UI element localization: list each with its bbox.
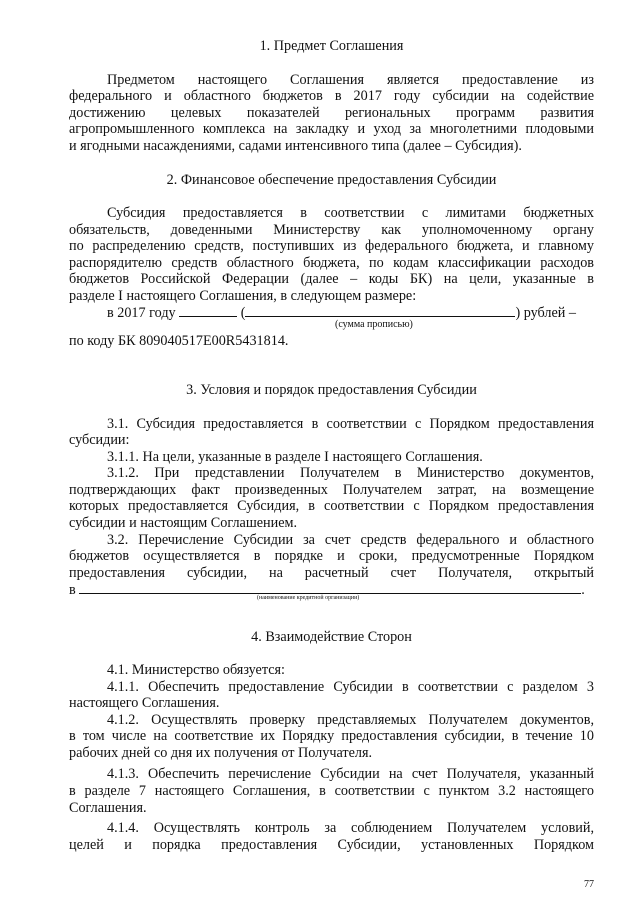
section-3-line: 3.1.1. На цели, указанные в разделе I настоящего Соглашения.: [107, 449, 483, 465]
section-3-line: субсидии и настоящим Соглашением.: [69, 515, 298, 531]
section-1-line: агропромышленного комплекса на закладку и уход за многолетними плодовыми: [69, 121, 594, 137]
section-1-heading: 1. Предмет Соглашения: [259, 38, 404, 54]
section-2-line: бюджетов Российской Федерации (далее – коды БК) на цели, указанные в: [69, 271, 594, 287]
section-2-line: по распределению средств, поступивших из федерального бюджета, и главному: [69, 238, 594, 254]
section-4-line: 4.1. Министерство обязуется:: [107, 662, 285, 678]
section-4-line: 4.1.1. Обеспечить предоставление Субсидии в соответствии с разделом 3: [107, 679, 594, 695]
kbk-line: по коду БК 809040517E00R5431814.: [69, 333, 289, 349]
section-2-line: разделе I настоящего Соглашения, в следующем размере:: [69, 288, 417, 304]
section-3-line: 3.1.2. При представлении Получателем в Министерство документов,: [107, 465, 594, 481]
section-3-line: субсидии:: [69, 432, 130, 448]
amount-suffix: ) рублей –: [515, 305, 577, 321]
section-4-heading: 4. Взаимодействие Сторон: [251, 629, 412, 645]
bank-name-blank: [79, 581, 581, 594]
amount-prefix: в 2017 году: [107, 305, 176, 321]
bank-prefix: в: [69, 582, 76, 598]
section-4-line: Соглашения.: [69, 800, 147, 816]
section-3-line: которых предоставляется Субсидия, в соответствии с Порядком предоставления: [69, 498, 594, 514]
amount-caption: (сумма прописью): [335, 319, 413, 330]
section-4-line: целей и порядка предоставления Субсидии, установленных Порядком: [69, 837, 594, 853]
section-4-line: настоящего Соглашения.: [69, 695, 220, 711]
section-2-line: Субсидия предоставляется в соответствии с лимитами бюджетных: [107, 205, 594, 221]
bank-suffix: .: [581, 582, 585, 598]
section-1-line: Предметом настоящего Соглашения является предоставление из: [107, 72, 594, 88]
bank-caption: (наименование кредитной организации): [257, 595, 360, 601]
section-4-line: 4.1.2. Осуществлять проверку представляемых Получателем документов,: [107, 712, 594, 728]
section-1-line: достижению целевых показателей региональных программ развития: [69, 105, 594, 121]
section-3-line: предоставления субсидии, на расчетный счет Получателя, открытый: [69, 565, 594, 581]
section-3-line: бюджетов осуществляется в порядке и сроки, предусмотренные Порядком: [69, 548, 594, 564]
section-4-line: в разделе 7 настоящего Соглашения, в соответствии с пунктом 3.2 настоящего: [69, 783, 594, 799]
section-4-line: 4.1.4. Осуществлять контроль за соблюдением Получателем условий,: [107, 820, 594, 836]
section-3-line: 3.2. Перечисление Субсидии за счет средств федерального и областного: [107, 532, 594, 548]
section-2-line: обязательств, доведенными Министерству как уполномоченному органу: [69, 222, 594, 238]
section-4-line: 4.1.3. Обеспечить перечисление Субсидии на счет Получателя, указанный: [107, 766, 594, 782]
section-1-line: и ягодными насаждениями, садами интенсивного типа (далее – Субсидия).: [69, 138, 522, 154]
section-4-line: рабочих дней со дня их получения от Получателя.: [69, 745, 373, 761]
section-3-line: подтверждающих факт произведенных Получателем затрат, на возмещение: [69, 482, 594, 498]
page-number: 77: [584, 879, 594, 890]
amount-figure-blank: [179, 304, 237, 317]
amount-words-blank: [245, 304, 515, 317]
section-3-heading: 3. Условия и порядок предоставления Субсидии: [186, 382, 477, 398]
section-2-heading: 2. Финансовое обеспечение предоставления Субсидии: [166, 172, 497, 188]
section-4-line: в том числе на соответствие их Порядку предоставления субсидии, в течение 10: [69, 728, 594, 744]
section-2-line: распорядителю средств областного бюджета, по кодам классификации расходов: [69, 255, 594, 271]
section-3-line: 3.1. Субсидия предоставляется в соответствии с Порядком предоставления: [107, 416, 594, 432]
amount-open-paren: (: [240, 305, 246, 321]
section-1-line: федерального и областного бюджетов в 2017 году субсидии на содействие: [69, 88, 594, 104]
amount-line: [107, 304, 594, 320]
